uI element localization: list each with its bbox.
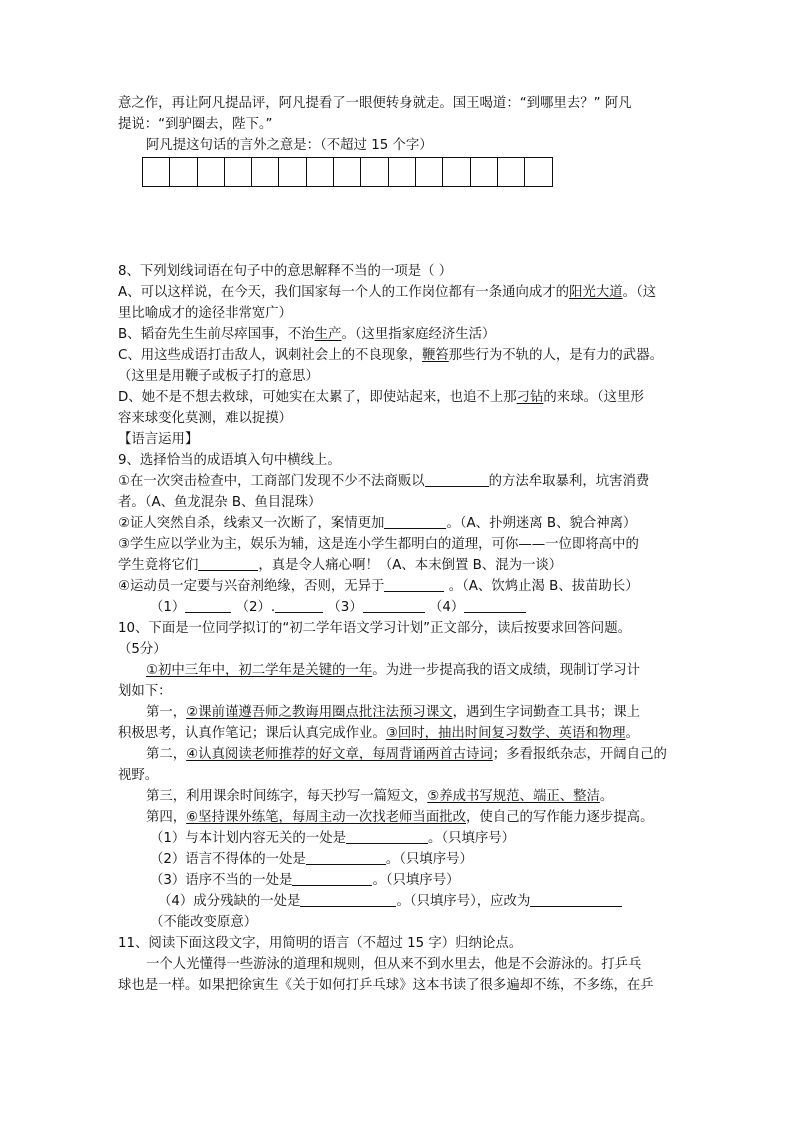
q10-plan-intro: ①初中三年中，初二学年是关键的一年。为进一步提高我的语文成绩，现制订学习计	[146, 663, 641, 678]
answer-cell[interactable]	[198, 158, 225, 186]
fill-blank[interactable]	[384, 577, 444, 592]
passage-line: 意之作，再让阿凡提品评，阿凡提看了一眼便转身就走。国王喝道：“到哪里去？” 阿凡	[118, 96, 632, 111]
answer-cell[interactable]	[498, 158, 525, 186]
q11-passage-line: 球也是一样。如果把徐寅生《关于如何打乒乓球》这本书读了很多遍却不练，不多练，在乒	[118, 978, 654, 993]
q9-sentence-3: ③学生应以学业为主，娱乐为辅，这是连小学生都明白的道理，可你——一位即将高中的	[118, 537, 639, 552]
q10-plan-first: 第一，②课前谨遵吾师之教诲用圈点批注法预习课文，遇到生字词勤查工具书；课上	[146, 705, 641, 720]
section-heading: 【语言运用】	[118, 432, 199, 447]
answer-cell[interactable]	[279, 158, 306, 186]
q10-sub-2: （2）语言不得体的一处是 。（只填序号）	[150, 852, 473, 867]
fill-blank[interactable]	[384, 514, 446, 529]
answer-cell[interactable]	[252, 158, 279, 186]
answer-cell[interactable]	[307, 158, 334, 186]
answer-cell[interactable]	[443, 158, 470, 186]
q8-option-c-cont: （这里是用鞭子或板子打的意思）	[118, 369, 319, 384]
answer-blank[interactable]	[363, 598, 425, 613]
q10-plan-intro-cont: 划如下：	[118, 684, 172, 699]
q11-passage-line: 一个人光懂得一些游泳的道理和规则，但从来不到水里去，他是不会游泳的。打乒乓	[146, 957, 642, 972]
question-text: 阿凡提这句话的言外之意是：（不超过 15 个字）	[146, 138, 433, 153]
q10-score: （5分）	[118, 642, 167, 657]
fill-blank[interactable]	[425, 472, 489, 487]
q10-plan-third: 第三，利用课余时间练字，每天抄写一篇短文，⑤养成书写规范、端正、整洁。	[146, 789, 614, 804]
answer-cell[interactable]	[225, 158, 252, 186]
answer-cell[interactable]	[389, 158, 416, 186]
answer-cell[interactable]	[170, 158, 197, 186]
answer-blank[interactable]	[300, 892, 396, 907]
answer-cell[interactable]	[471, 158, 498, 186]
q10-sub-4: （4）成分残缺的一处是 。（只填序号），应改为	[158, 892, 622, 912]
answer-blank[interactable]	[464, 598, 526, 613]
q8-option-b: B、韬奋先生生前尽瘁国事，不治生产。（这里指家庭经济生活）	[118, 327, 496, 342]
answer-cell[interactable]	[361, 158, 388, 186]
q9-sentence-1: ①在一次突击检查中，工商部门发现不少不法商贩以 的方法牟取暴利，坑害消费	[118, 474, 650, 489]
q8-option-c: C、用这些成语打击敌人，讽刺社会上的不良现象，鞭笞那些行为不轨的人，是有力的武器。	[118, 348, 663, 363]
q10-plan-second: 第二，④认真阅读老师推荐的好文章，每周背诵两首古诗词；多看报纸杂志，开阔自己的	[146, 747, 667, 762]
q9-sentence-2: ②证人突然自杀，线索又一次断了，案情更加 。（A、扑朔迷离 B、貌合神离）	[118, 516, 637, 531]
answer-cell[interactable]	[143, 158, 170, 186]
passage-line: 提说：“到驴圈去，陛下。”	[118, 117, 273, 132]
q10-plan-fourth: 第四，⑥坚持课外练笔，每周主动一次找老师当面批改，使自己的写作能力逐步提高。	[146, 810, 654, 825]
answer-cell[interactable]	[334, 158, 361, 186]
q9-stem: 9、选择恰当的成语填入句中横线上。	[118, 453, 341, 468]
answer-cell[interactable]	[416, 158, 443, 186]
answer-blank[interactable]	[346, 829, 428, 844]
q9-sentence-3-cont: 学生竟将它们 ，真是令人痛心啊！（A、本末倒置 B、混为一谈）	[118, 558, 563, 573]
answer-blank[interactable]	[275, 598, 323, 613]
q10-sub-3: （3）语序不当的一处是 。（只填序号）	[150, 873, 460, 888]
fill-blank[interactable]	[198, 556, 258, 571]
answer-blank[interactable]	[306, 850, 386, 865]
q8-option-d: D、她不是不想去救球，可她实在太累了，即使站起来，也追不上那刁钻的来球。（这里形	[118, 390, 644, 405]
q10-plan-first-cont: 积极思考，认真作笔记；课后认真完成作业。③回时，抽出时间复习数学、英语和物理。	[118, 726, 639, 741]
q9-answers: （1） （2）. （3） （4）	[150, 598, 526, 618]
q9-sentence-1-cont: 者。（A、鱼龙混杂 B、鱼目混珠）	[118, 495, 322, 510]
q8-option-a-cont: 里比喻成才的途径非常宽广）	[118, 306, 293, 321]
answer-cell[interactable]	[525, 158, 552, 186]
q8-option-d-cont: 容来球变化莫测，难以捉摸）	[118, 411, 293, 426]
q10-stem: 10、下面是一位同学拟订的“初二学年语文学习计划”正文部分，读后按要求回答问题。	[118, 621, 631, 636]
q11-stem: 11、阅读下面这段文字，用简明的语言（不超过 15 字）归纳论点。	[118, 936, 523, 951]
answer-blank[interactable]	[185, 598, 231, 613]
q10-sub-1: （1）与本计划内容无关的一处是 。（只填序号）	[150, 831, 516, 846]
q10-sub-4-cont: （不能改变原意）	[150, 915, 258, 930]
q8-stem: 8、下列划线词语在句子中的意思解释不当的一项是（ ）	[118, 264, 453, 279]
answer-grid[interactable]	[142, 157, 553, 187]
answer-blank[interactable]	[292, 871, 372, 886]
q10-plan-second-cont: 视野。	[118, 768, 159, 783]
q9-sentence-4: ④运动员一定要与兴奋剂绝缘，否则，无异于 。（A、饮鸩止渴 B、拔苗助长）	[118, 579, 639, 594]
q8-option-a: A、可以这样说，在今天，我们国家每一个人的工作岗位都有一条通向成才的阳光大道。（这	[118, 285, 657, 300]
correction-blank[interactable]	[530, 892, 622, 907]
